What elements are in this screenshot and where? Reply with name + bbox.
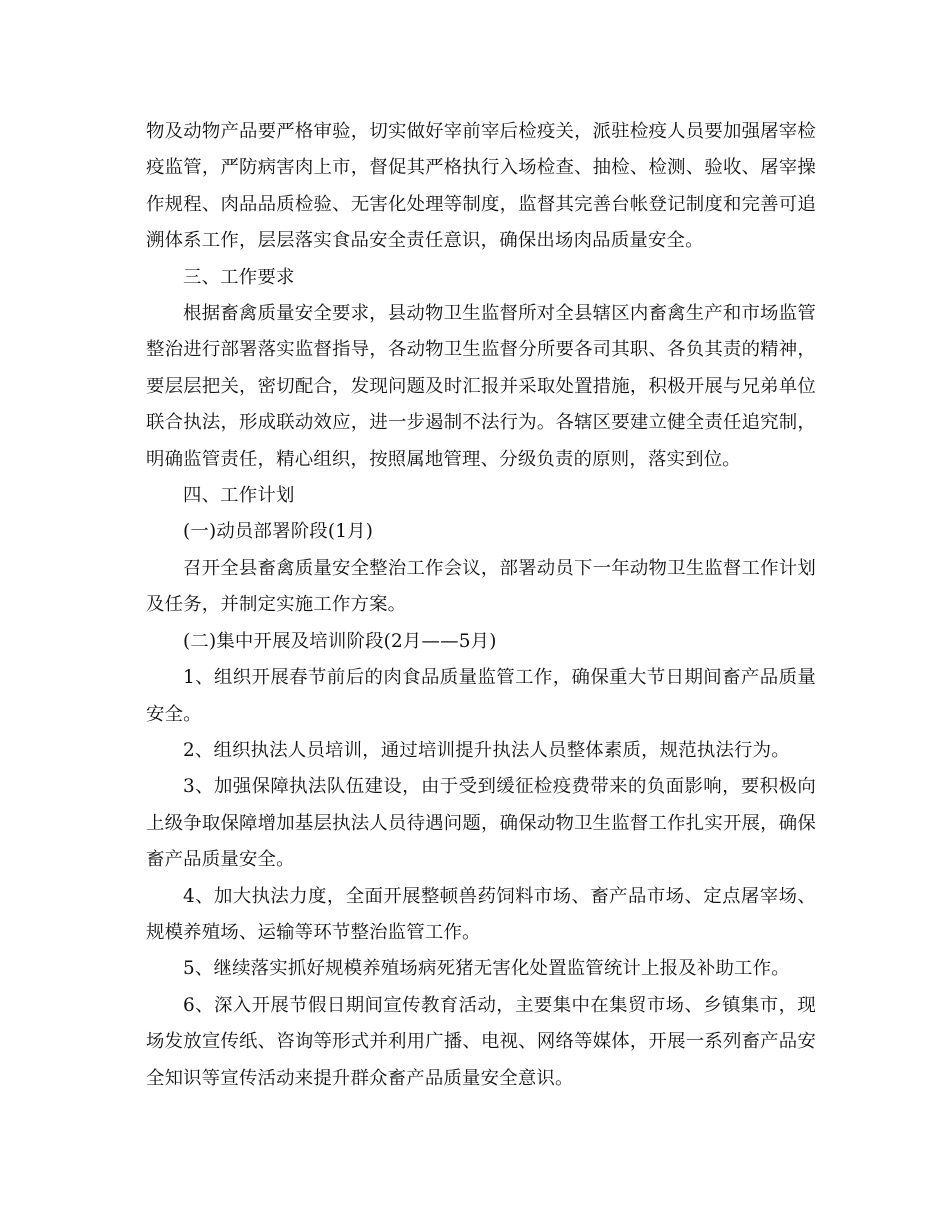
subheading-mobilization-phase: (一)动员部署阶段(1月)	[183, 521, 374, 543]
list-item-3: 3、加强保障执法队伍建设，由于受到缓征检疫费带来的负面影响，要积极向上级争取保障增加基层执法人员待遇问题，确保动物卫生监督工作扎实开展，确保畜产品质量安全。	[146, 776, 816, 871]
subheading-training-phase: (二)集中开展及培训阶段(2月——5月)	[183, 630, 497, 652]
list-item-6: 6、深入开展节假日期间宣传教育活动，主要集中在集贸市场、乡镇集市，现场发放宣传纸、咨询等形式并利用广播、电视、网络等媒体，开展一系列畜产品安全知识等宣传活动来提升群众畜产品质量安全意识。	[146, 994, 816, 1089]
heading-work-requirements: 三、工作要求	[183, 266, 295, 288]
paragraph-inspection-supervision: 物及动物产品要严格审验，切实做好宰前宰后检疫关，派驻检疫人员要加强屠宰检疫监管，严防病害肉上市，督促其严格执行入场检查、抽检、检测、验收、屠宰操作规程、肉品品质检验、无害化处理等制度，监督其完善台帐登记制度和完善可追溯体系工作，层层落实食品安全责任意识，确保出场肉品质量安全。	[146, 121, 816, 252]
list-item-2: 2、组织执法人员培训，通过培训提升执法人员整体素质，规范执法行为。	[183, 739, 790, 761]
document-body	[146, 114, 816, 1097]
list-item-5: 5、继续落实抓好规模养殖场病死猪无害化处置监管统计上报及补助工作。	[183, 958, 790, 980]
list-item-4: 4、加大执法力度，全面开展整顿兽药饲料市场、畜产品市场、定点屠宰场、规模养殖场、运输等环节整治监管工作。	[146, 885, 816, 943]
heading-work-plan: 四、工作计划	[183, 485, 295, 507]
list-item-1: 1、组织开展春节前后的肉食品质量监管工作，确保重大节日期间畜产品质量安全。	[146, 667, 816, 725]
paragraph-work-requirements: 根据畜禽质量安全要求，县动物卫生监督所对全县辖区内畜禽生产和市场监管整治进行部署落实监督指导，各动物卫生监督分所要各司其职、各负其责的精神，要层层把关，密切配合，发现问题及时汇报并采取处置措施，积极开展与兄弟单位联合执法，形成联动效应，进一步遏制不法行为。各辖区要建立健全责任追究制，明确监管责任，精心组织，按照属地管理、分级负责的原则，落实到位。	[146, 303, 816, 470]
paragraph-mobilization-phase: 召开全县畜禽质量安全整治工作会议，部署动员下一年动物卫生监督工作计划及任务，并制定实施工作方案。	[146, 557, 816, 616]
